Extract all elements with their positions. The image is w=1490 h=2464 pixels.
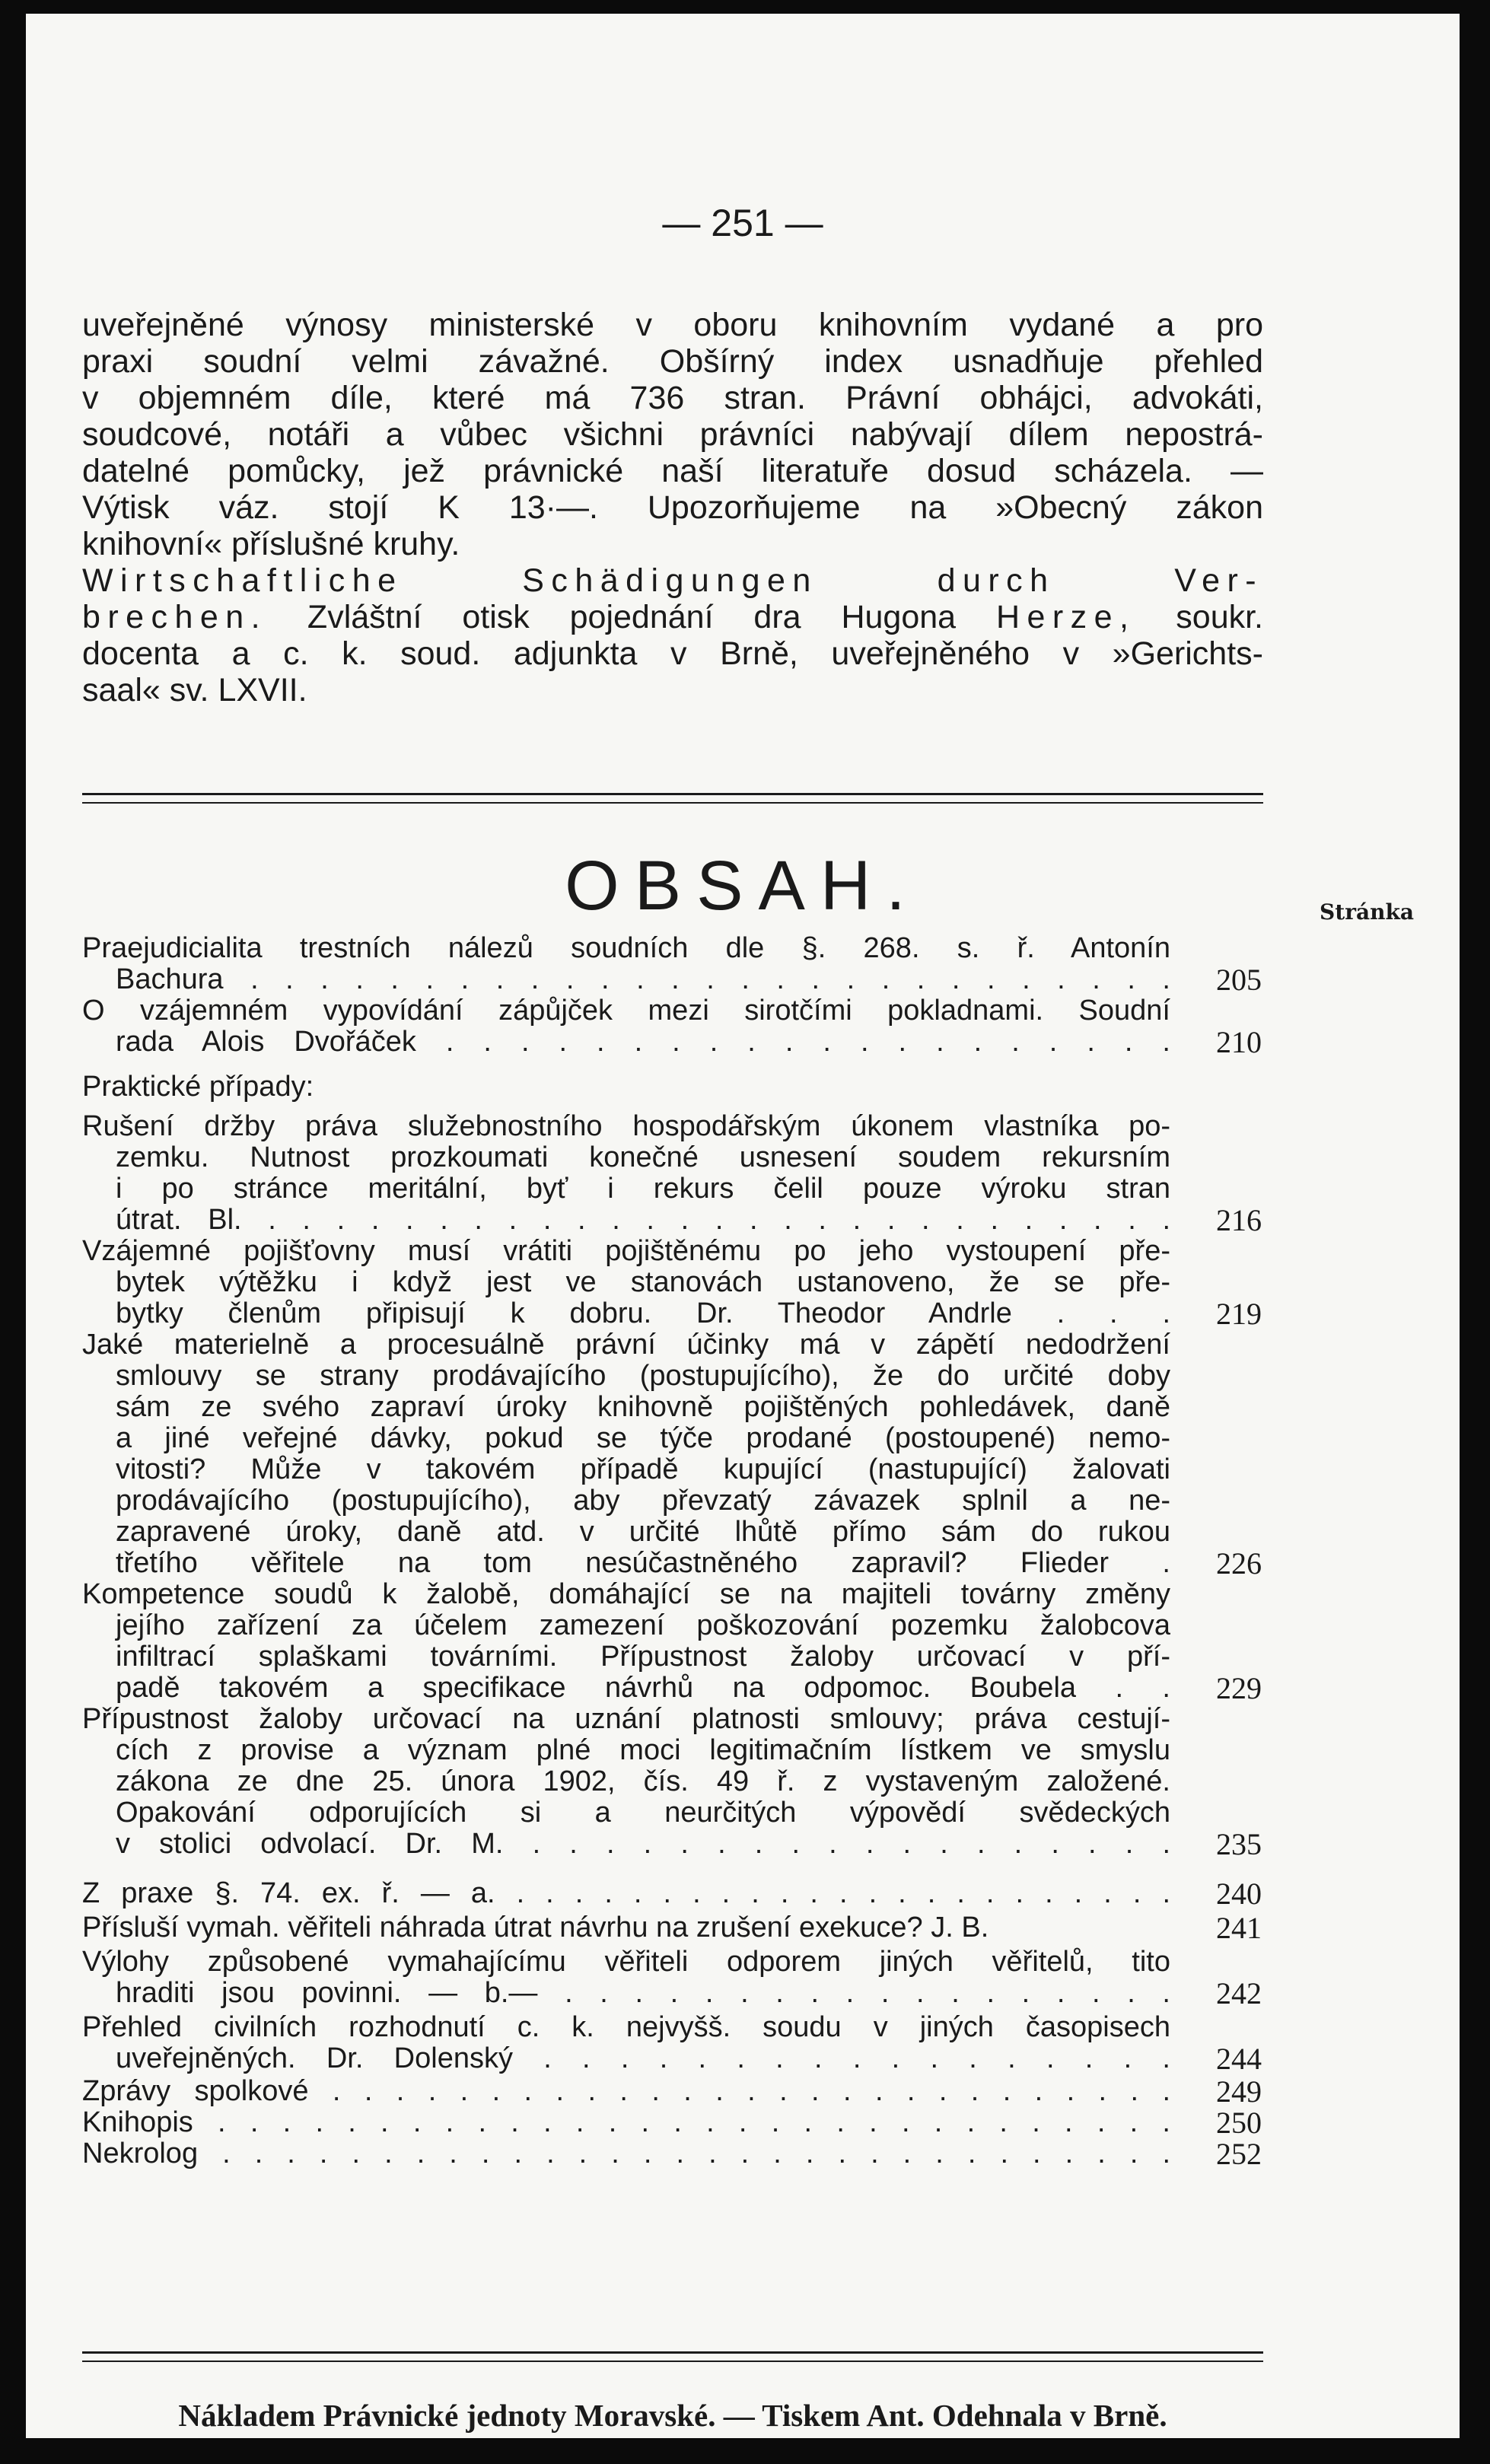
- toc-line: Přípustnost žaloby určovací na uznání platnosti smlouvy; práva cestují-: [82, 1703, 1170, 1735]
- toc-line: Kompetence soudů k žalobě, domáhající se na majiteli továrny změny: [82, 1578, 1170, 1610]
- toc-line: zapravené úroky, daně atd. v určité lhůtě přímo sám do rukou: [116, 1516, 1170, 1548]
- toc-page: 216: [1216, 1203, 1262, 1237]
- divider-rule: [82, 2361, 1263, 2362]
- contents-title: OBSAH.: [565, 847, 921, 925]
- toc-page: 235: [1216, 1827, 1262, 1861]
- toc-section-heading: Praktické případy:: [82, 1071, 314, 1103]
- toc-page: 249: [1216, 2074, 1262, 2109]
- toc-page: 252: [1216, 2137, 1262, 2171]
- toc-line: infiltrací splaškami továrními. Přípustnost žaloby určovací v pří-: [116, 1641, 1170, 1673]
- toc-line: a jiné veřejné dávky, pokud se týče prodané (postoupené) nemo-: [116, 1422, 1170, 1454]
- intro-line: Výtisk váz. stojí K 13·—. Upozorňujeme na »Obecný zákon: [82, 489, 1263, 526]
- toc-line: smlouvy se strany prodávajícího (postupujícího), že do určité doby: [116, 1360, 1170, 1392]
- toc-line: rada Alois Dvořáček . . . . . . . . . . . . . . . . . . . .: [116, 1026, 1170, 1058]
- toc-page: 219: [1216, 1297, 1262, 1331]
- toc-line: Výlohy způsobené vymahajícímu věřiteli odporem jiných věřitelů, tito: [82, 1946, 1170, 1978]
- book-line-3: docenta a c. k. soud. adjunkta v Brně, uveřejněného v »Gerichts-: [82, 635, 1263, 672]
- toc-line: Vzájemné pojišťovny musí vrátiti pojištěnému po jeho vystoupení pře-: [82, 1235, 1170, 1267]
- toc-line: v stolici odvolací. Dr. M. . . . . . . . . . . . . . . . . . .: [116, 1828, 1170, 1860]
- intro-line: uveřejněné výnosy ministerské v oboru knihovním vydané a pro: [82, 307, 1263, 343]
- toc-line: útrat. Bl. . . . . . . . . . . . . . . . . . . . . . . . . . . .: [116, 1204, 1170, 1236]
- toc-page: 250: [1216, 2106, 1262, 2140]
- toc-line: Z praxe §. 74. ex. ř. — a. . . . . . . . . . . . . . . . . . . . . . . .: [82, 1877, 1170, 1909]
- book-title-end: brechen.: [82, 599, 268, 635]
- toc-line: vitosti? Může v takovém případě kupující (nastupující) žalovati: [116, 1453, 1170, 1485]
- toc-line: i po stránce meritální, byť i rekurs čelil pouze výroku stran: [116, 1173, 1170, 1205]
- toc-page: 229: [1216, 1671, 1262, 1705]
- author-name: Herze,: [995, 599, 1136, 635]
- toc-line: padě takovém a specifikace návrhů na odpomoc. Boubela . .: [116, 1672, 1170, 1704]
- toc-page: 205: [1216, 963, 1262, 997]
- intro-line: knihovní« příslušné kruhy.: [82, 526, 460, 562]
- toc-line: Opakování odporujících si a neurčitých výpovědí svědeckých: [116, 1797, 1170, 1829]
- toc-line: Bachura . . . . . . . . . . . . . . . . . . . . . . . . . . .: [116, 963, 1170, 995]
- toc-line: O vzájemném vypovídání zápůjček mezi sirotčími pokladnami. Soudní: [82, 995, 1170, 1027]
- toc-line: jejího zařízení za účelem zamezení poškozování pozemku žalobcova: [116, 1609, 1170, 1641]
- toc-line: uveřejněných. Dr. Dolenský . . . . . . . . . . . . . . . . .: [116, 2042, 1170, 2074]
- book-text: Zvláštní otisk pojednání dra Hugona: [307, 599, 957, 635]
- toc-line: Praejudicialita trestních nálezů soudních dle §. 268. s. ř. Antonín: [82, 932, 1170, 964]
- toc-line: hraditi jsou povinni. — b.— . . . . . . . . . . . . . . . . . .: [116, 1977, 1170, 2009]
- divider-rule: [82, 802, 1263, 804]
- toc-page: 240: [1216, 1877, 1262, 1911]
- toc-line: Knihopis . . . . . . . . . . . . . . . . . . . . . . . . . . . . . .: [82, 2106, 1170, 2138]
- book-title-line: Wirtschaftliche Schädigungen durch Ver-: [82, 562, 1263, 599]
- toc-line: zákona ze dne 25. února 1902, čís. 49 ř. z vystaveným založené.: [116, 1765, 1170, 1797]
- toc-page: 242: [1216, 1976, 1262, 2010]
- toc-line: zemku. Nutnost prozkoumati konečné usnesení soudem rekursním: [116, 1141, 1170, 1173]
- intro-line: soudcové, notáři a vůbec všichni právníci nabývají dílem nepostrá-: [82, 416, 1263, 453]
- divider-rule: [82, 793, 1263, 795]
- toc-line: Přehled civilních rozhodnutí c. k. nejvyšš. soudu v jiných časopisech: [82, 2011, 1170, 2043]
- toc-line: sám ze svého zapraví úroky knihovně pojištěných pohledávek, daně: [116, 1391, 1170, 1423]
- toc-line: Přísluší vymah. věřiteli náhrada útrat návrhu na zrušení exekuce? J. B.: [82, 1912, 989, 1944]
- intro-line: datelné pomůcky, jež právnické naší literatuře dosud scházela. —: [82, 453, 1263, 489]
- toc-page: 210: [1216, 1025, 1262, 1059]
- book-line-2: [82, 600, 1263, 635]
- toc-line: Zprávy spolkové . . . . . . . . . . . . . . . . . . . . . . . . . . .: [82, 2075, 1170, 2107]
- intro-line: praxi soudní velmi závažné. Obšírný index usnadňuje přehled: [82, 343, 1263, 380]
- book-text: soukr.: [1176, 599, 1264, 635]
- divider-rule: [82, 2351, 1263, 2354]
- page: [26, 14, 1460, 2438]
- toc-page: 241: [1216, 1911, 1262, 1945]
- book-line-4: saal« sv. LXVII.: [82, 672, 307, 708]
- toc-line: Rušení držby práva služebnostního hospodářským úkonem vlastníka po-: [82, 1110, 1170, 1142]
- toc-line: Jaké materielně a procesuálně právní účinky má v zápětí nedodržení: [82, 1329, 1170, 1361]
- imprint-footer: Nákladem Právnické jednoty Moravské. — Tiskem Ant. Odehnala v Brně.: [178, 2398, 1167, 2433]
- toc-line: cích z provise a význam plné moci legitimačním lístkem ve smyslu: [116, 1734, 1170, 1766]
- toc-line: třetího věřitele na tom nesúčastněného zapravil? Flieder .: [116, 1547, 1170, 1579]
- intro-line: v objemném díle, které má 736 stran. Právní obhájci, advokáti,: [82, 380, 1263, 416]
- toc-line: prodávajícího (postupujícího), aby převzatý závazek splnil a ne-: [116, 1485, 1170, 1517]
- page-column-label: Stránka: [1320, 899, 1414, 925]
- toc-line: Nekrolog . . . . . . . . . . . . . . . . . . . . . . . . . . . . . .: [82, 2138, 1170, 2170]
- toc-page: 244: [1216, 2042, 1262, 2076]
- toc-line: bytek výtěžku i když jest ve stanovách ustanoveno, že se pře-: [116, 1266, 1170, 1298]
- toc-line: bytky členům připisují k dobru. Dr. Theodor Andrle . . .: [116, 1297, 1170, 1329]
- toc-page: 226: [1216, 1546, 1262, 1581]
- page-number: — 251 —: [662, 202, 823, 244]
